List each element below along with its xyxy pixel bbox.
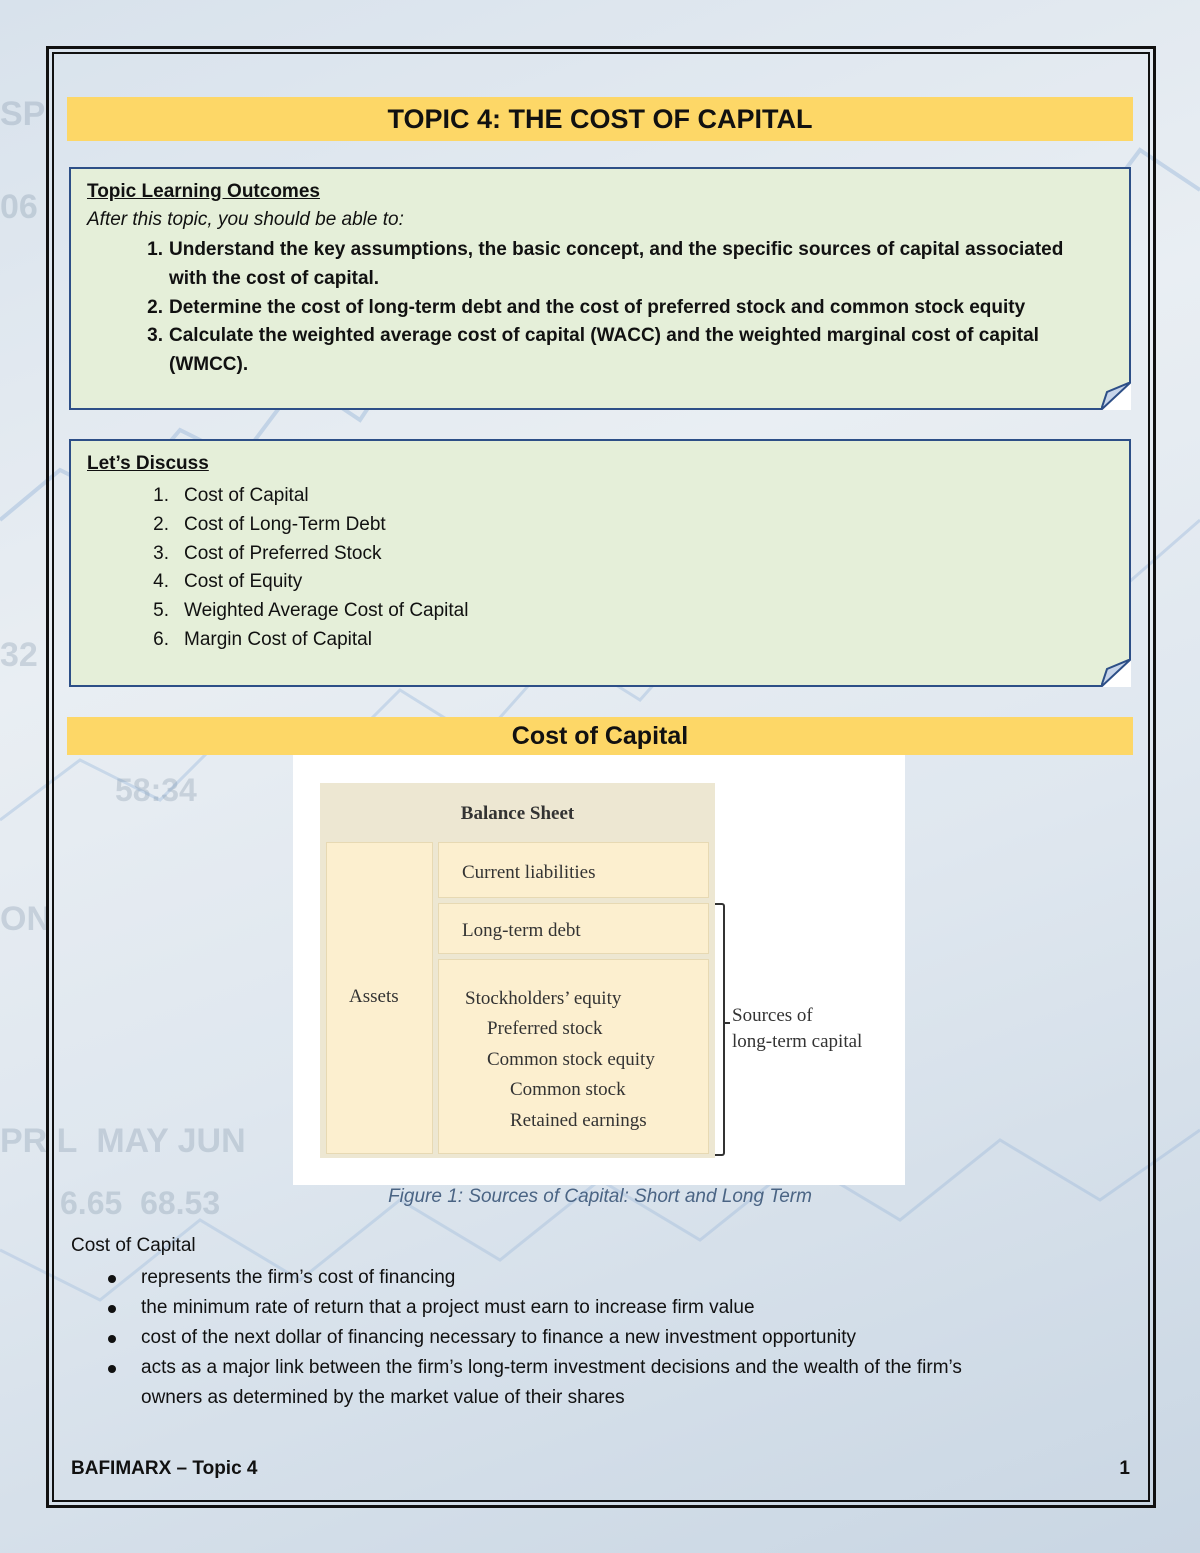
list-item-number: 3. bbox=[153, 543, 169, 564]
list-item-number: 1. bbox=[147, 239, 163, 260]
long-term-debt-label: Long-term debt bbox=[462, 920, 581, 941]
list-item-text: Margin Cost of Capital bbox=[184, 629, 372, 650]
list-item-text: Calculate the weighted average cost of capital (WACC) and the weighted marginal cost of capital bbox=[169, 325, 1039, 346]
list-item-number: 2. bbox=[147, 297, 163, 318]
equity-line: Stockholders’ equity bbox=[465, 988, 622, 1009]
body-heading: Cost of Capital bbox=[71, 1235, 196, 1256]
bullet-icon bbox=[108, 1365, 116, 1373]
bullet-icon bbox=[108, 1335, 116, 1343]
bullet-icon bbox=[108, 1305, 116, 1313]
list-item-text: Cost of Preferred Stock bbox=[184, 543, 382, 564]
background-decoration: SP bbox=[0, 95, 46, 133]
list-item-text: Understand the key assumptions, the basic concept, and the specific sources of capital associated bbox=[169, 239, 1064, 260]
page-title: TOPIC 4: THE COST OF CAPITAL bbox=[67, 97, 1133, 141]
learning-outcomes-intro: After this topic, you should be able to: bbox=[87, 209, 404, 230]
stockholders-equity-cell bbox=[438, 959, 709, 1154]
list-item-text: Determine the cost of long-term debt and the cost of preferred stock and common stock equity bbox=[169, 297, 1026, 318]
background-decoration: 58:34 bbox=[115, 772, 197, 808]
list-item-number: 6. bbox=[153, 629, 169, 650]
equity-line: Retained earnings bbox=[510, 1110, 647, 1131]
bullet-text: acts as a major link between the firm’s long-term investment decisions and the wealth of the firm’s bbox=[141, 1357, 962, 1378]
bullet-item bbox=[108, 1353, 1108, 1413]
list-item-number: 2. bbox=[153, 514, 169, 535]
background-decoration: PR L MAY JUN bbox=[0, 1122, 246, 1160]
page-fold-icon bbox=[1101, 382, 1131, 410]
bullet-text: the minimum rate of return that a project must earn to increase firm value bbox=[141, 1297, 755, 1318]
bullet-text-continued: owners as determined by the market value of their shares bbox=[141, 1387, 625, 1408]
list-item-number: 3. bbox=[147, 325, 163, 346]
discuss-heading: Let’s Discuss bbox=[87, 453, 209, 474]
list-item-text: Weighted Average Cost of Capital bbox=[184, 600, 469, 621]
list-item-number: 5. bbox=[153, 600, 169, 621]
background-decoration: 6.65 68.53 bbox=[60, 1185, 221, 1221]
learning-outcomes-box bbox=[69, 167, 1131, 410]
equity-line: Common stock equity bbox=[487, 1049, 655, 1070]
bullet-text: cost of the next dollar of financing necessary to finance a new investment opportunity bbox=[141, 1327, 857, 1348]
list-item-text: Cost of Equity bbox=[184, 571, 303, 592]
list-item-text: Cost of Capital bbox=[184, 485, 309, 506]
bracket-tip bbox=[724, 1022, 730, 1024]
footer-course: BAFIMARX – Topic 4 bbox=[71, 1458, 258, 1479]
list-item-text-continued: with the cost of capital. bbox=[169, 268, 380, 289]
page-number: 1 bbox=[1119, 1458, 1130, 1479]
bullet-icon bbox=[108, 1275, 116, 1283]
equity-line: Preferred stock bbox=[487, 1018, 603, 1039]
section-title: Cost of Capital bbox=[67, 717, 1133, 755]
list-item-text-continued: (WMCC). bbox=[169, 354, 249, 375]
page-fold-icon bbox=[1101, 659, 1131, 687]
list-item-number: 1. bbox=[153, 485, 169, 506]
balance-sheet-header: Balance Sheet bbox=[320, 783, 715, 843]
sources-label-line2: long-term capital bbox=[732, 1031, 863, 1052]
background-decoration: ON bbox=[0, 900, 51, 938]
background-decoration: 32 bbox=[0, 636, 38, 674]
discuss-box bbox=[69, 439, 1131, 687]
learning-outcomes-heading: Topic Learning Outcomes bbox=[87, 181, 320, 202]
assets-cell bbox=[326, 842, 433, 1154]
sources-label-line1: Sources of bbox=[732, 1005, 813, 1026]
current-liabilities-label: Current liabilities bbox=[462, 862, 596, 883]
equity-line: Common stock bbox=[510, 1079, 626, 1100]
assets-label: Assets bbox=[349, 986, 399, 1007]
list-item-text: Cost of Long-Term Debt bbox=[184, 514, 386, 535]
list-item-number: 4. bbox=[153, 571, 169, 592]
background-decoration: 06 bbox=[0, 188, 38, 226]
current-liabilities-cell bbox=[438, 842, 709, 898]
bullet-text: represents the firm’s cost of financing bbox=[141, 1267, 456, 1288]
figure-caption: Figure 1: Sources of Capital: Short and Long Term bbox=[388, 1186, 812, 1207]
bracket-icon bbox=[715, 903, 725, 1156]
long-term-debt-cell bbox=[438, 903, 709, 954]
